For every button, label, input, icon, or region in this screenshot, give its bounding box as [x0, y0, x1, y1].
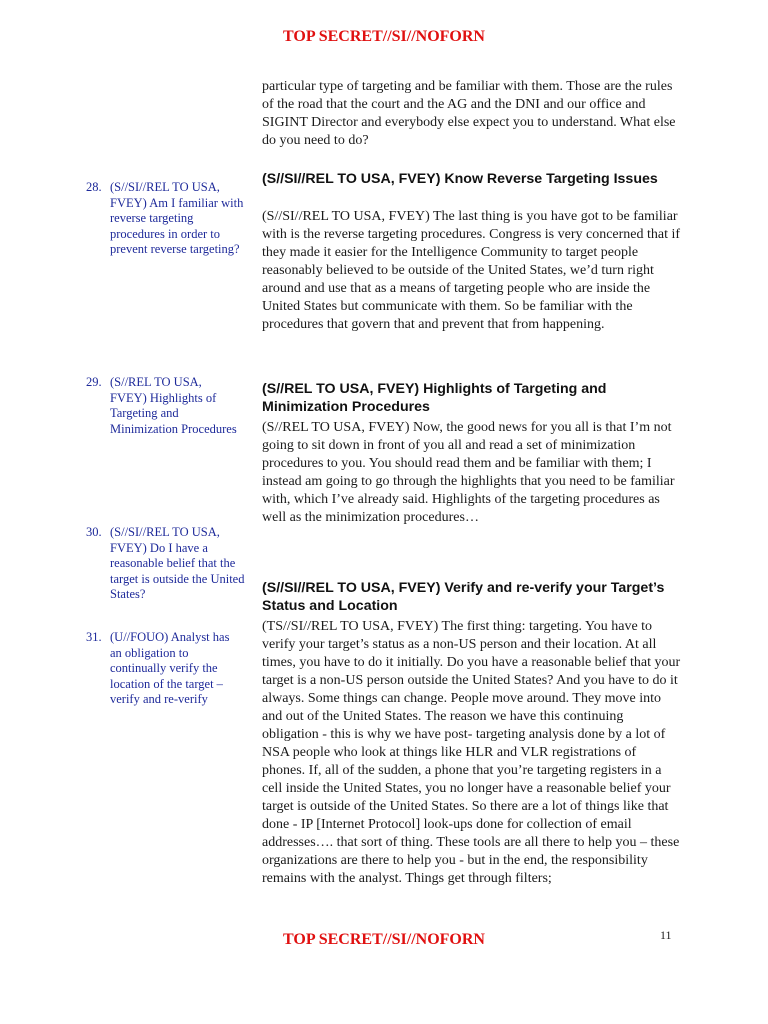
margin-note-text: an obligation to continually verify the location of the target – verify and re-verify	[110, 645, 223, 706]
margin-note-number: 28.	[86, 180, 102, 194]
margin-note-text: FVEY) Highlights of Targeting and Minimization Procedures	[110, 390, 237, 436]
margin-note-text: FVEY) Am I familiar with reverse targeting procedures in order to prevent reverse targeting?	[110, 195, 244, 256]
margin-note-first-line: (S//REL TO USA,	[110, 375, 202, 389]
margin-note-number: 31.	[86, 630, 102, 644]
margin-note-number: 30.	[86, 525, 102, 539]
margin-note-first-line: (S//SI//REL TO USA,	[110, 525, 220, 539]
intro-paragraph: particular type of targeting and be familiar with them. Those are the rules of the road that the court and the AG and the DNI and our office and SIGINT Director and everybody else expect you to understand. What else do you need to do?	[262, 79, 676, 148]
section-body-highlights: (S//REL TO USA, FVEY) Now, the good news for you all is that I’m not going to sit down in front of you all and read a set of minimization procedures to you. You should read them and be familiar with them; I instead am going to go through the highlights that you need to be familiar with, which I’ve already said. Highlights of the targeting procedures as well as the minimization procedures…	[262, 420, 675, 525]
margin-note-29	[86, 375, 246, 437]
section-heading-highlights: (S//REL TO USA, FVEY) Highlights of Targeting and Minimization Procedures	[262, 381, 607, 415]
margin-note-first-line: (U//FOUO) Analyst has	[110, 630, 230, 644]
section-heading-reverse-targeting: (S//SI//REL TO USA, FVEY) Know Reverse Targeting Issues	[262, 171, 658, 187]
section-body-verify: (TS//SI//REL TO USA, FVEY) The first thing: targeting. You have to verify your target’s status as a non-US person and their location. At all times, you have to do it initially. Do you have a reasonable belief that your target is a non-US person outside the United States? And you have to do it always. Some things can change. People move around. They move into and out of the United States. The reason we have this continuing obligation - this is why we have post- targeting analysis done by a lot of NSA people who look at things like HLR and VLR registrations of phones. If, all of the sudden, a phone that you’re targeting registers in a cell inside the United States, you no longer have a reasonable belief your target is outside of the United States. So there are a lot of things like that done - IP [Internet Protocol] look-ups done for collection of email addresses…. that sort of thing. These tools are all there to help you – these organizations are there to help you - but in the end, the responsibility remains with the analyst. Things get through filters;	[262, 619, 681, 886]
page-number: 11	[660, 928, 672, 942]
margin-note-31	[86, 630, 246, 708]
classification-footer: TOP SECRET//SI//NOFORN	[283, 931, 485, 948]
margin-note-first-line: (S//SI//REL TO USA,	[110, 180, 220, 194]
margin-note-30	[86, 525, 246, 603]
margin-note-text: FVEY) Do I have a reasonable belief that the target is outside the United States?	[110, 540, 245, 601]
section-body-reverse-targeting: (S//SI//REL TO USA, FVEY) The last thing is you have got to be familiar with is the reverse targeting procedures. Congress is very concerned that if they made it easier for the Intelligence Community to target people reasonably believed to be outside of the United States, we’d turn right around and use that as a means of targeting people who are inside the United States but communicate with them. So be familiar with the procedures that govern that and prevent that from happening.	[262, 209, 681, 332]
margin-note-number: 29.	[86, 375, 102, 389]
margin-note-28	[86, 180, 246, 258]
classification-header: TOP SECRET//SI//NOFORN	[283, 28, 485, 45]
section-heading-verify: (S//SI//REL TO USA, FVEY) Verify and re-verify your Target’s Status and Location	[262, 580, 665, 614]
